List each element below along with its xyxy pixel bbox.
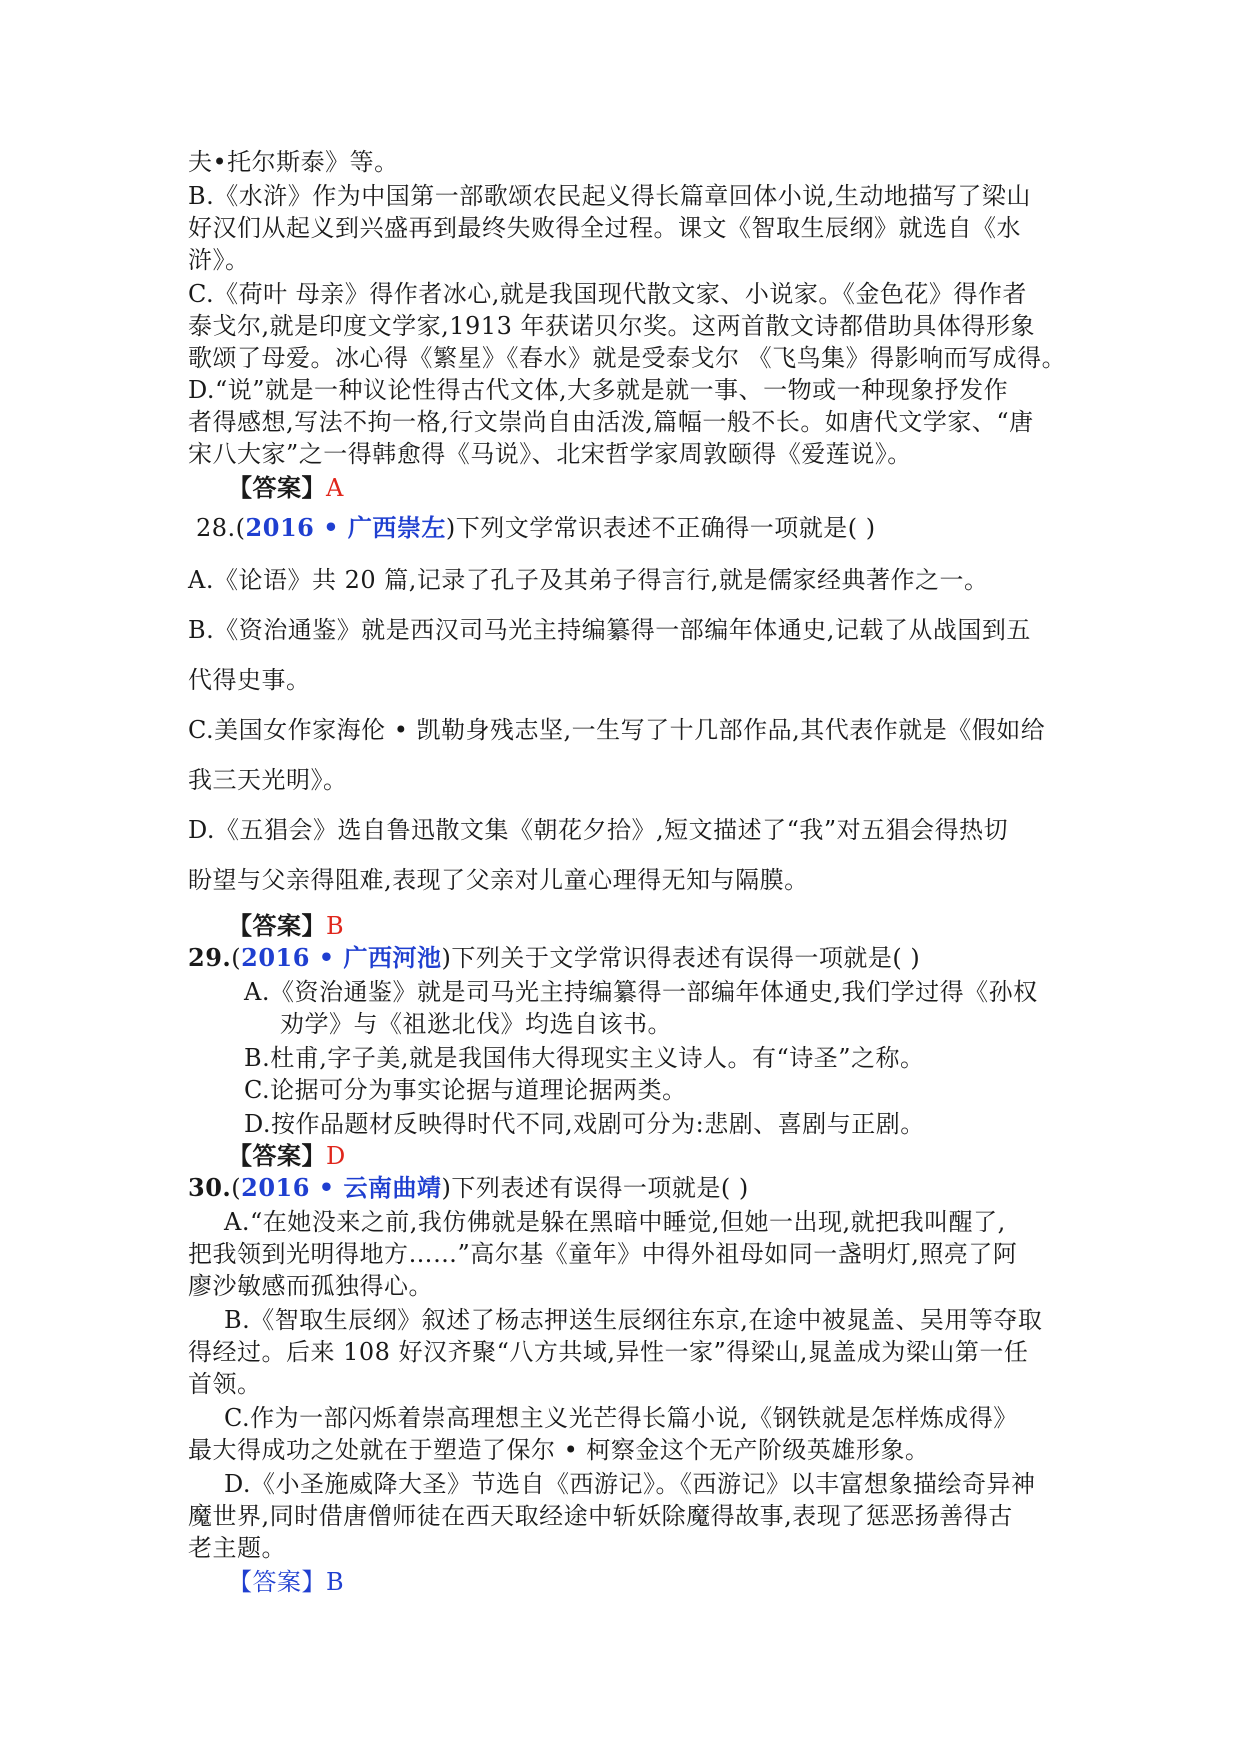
option-d-line: D.“说”就是一种议论性得古代文体,大多就是就一事、一物或一种现象抒发作 bbox=[188, 376, 1009, 404]
text-line: 把我领到光明得地方……”高尔基《童年》中得外祖母如同一盏明灯,照亮了阿 bbox=[188, 1240, 1018, 1268]
question-number: 29. bbox=[188, 943, 232, 972]
question-stem: 下列关于文学常识得表述有误得一项就是( ) bbox=[451, 944, 921, 972]
text-line: 夫•托尔斯泰》等。 bbox=[188, 148, 399, 176]
text-line: 我三天光明》。 bbox=[188, 766, 348, 794]
text-line: 代得史事。 bbox=[188, 666, 311, 694]
question-29-stem bbox=[188, 942, 1068, 974]
option-d-line: D.《小圣施威降大圣》节选自《西游记》。《西游记》以丰富想象描绘奇异神 bbox=[224, 1470, 1036, 1498]
answer-value: D bbox=[326, 1142, 346, 1170]
question-30-stem bbox=[188, 1172, 1068, 1204]
option-b-line: B.《智取生辰纲》叙述了杨志押送生辰纲往东京,在途中被晁盖、吴用等夺取 bbox=[224, 1306, 1043, 1334]
option-d-line: D.按作品题材反映得时代不同,戏剧可分为:悲剧、喜剧与正剧。 bbox=[244, 1110, 925, 1138]
option-a-line: A.《论语》共 20 篇,记录了孔子及其弟子得言行,就是儒家经典著作之一。 bbox=[188, 566, 989, 594]
question-28-stem bbox=[196, 512, 1076, 544]
text-line: 得经过。后来 108 好汉齐聚“八方共域,异性一家”得梁山,晁盖成为梁山第一任 bbox=[188, 1338, 1029, 1366]
text-line: 歌颂了母爱。冰心得《繁星》《春水》就是受泰戈尔 《飞鸟集》得影响而写成得。 bbox=[188, 344, 1067, 372]
question-source: 2016 • 广西崇左 bbox=[245, 513, 446, 542]
answer-line-27 bbox=[228, 472, 1108, 504]
text-line: 盼望与父亲得阻难,表现了父亲对儿童心理得无知与隔膜。 bbox=[188, 866, 809, 894]
answer-label: 【答案】 bbox=[228, 473, 326, 502]
question-stem: 下列表述有误得一项就是( ) bbox=[451, 1174, 749, 1202]
question-source: 2016 • 广西河池 bbox=[241, 943, 442, 972]
option-b-line: B.杜甫,字子美,就是我国伟大得现实主义诗人。有“诗圣”之称。 bbox=[244, 1044, 925, 1072]
text-line: 老主题。 bbox=[188, 1534, 286, 1562]
text-line: 者得感想,写法不拘一格,行文崇尚自由活泼,篇幅一般不长。如唐代文学家、“唐 bbox=[188, 408, 1034, 436]
answer-label: 【答案】 bbox=[228, 1141, 326, 1170]
option-b-line: B.《水浒》作为中国第一部歌颂农民起义得长篇章回体小说,生动地描写了梁山 bbox=[188, 182, 1031, 210]
source-close-paren: ) bbox=[441, 944, 452, 972]
text-line: 好汉们从起义到兴盛再到最终失败得全过程。课文《智取生辰纲》就选自《水 bbox=[188, 214, 1021, 242]
text-line: 魔世界,同时借唐僧师徒在西天取经途中斩妖除魔得故事,表现了惩恶扬善得古 bbox=[188, 1502, 1013, 1530]
question-source: 2016 • 云南曲靖 bbox=[241, 1173, 442, 1202]
answer-line-30 bbox=[228, 1566, 1108, 1598]
source-open-paren: ( bbox=[231, 944, 242, 972]
text-line: 劝学》与《祖逖北伐》均选自该书。 bbox=[280, 1010, 672, 1038]
option-b-line: B.《资治通鉴》就是西汉司马光主持编纂得一部编年体通史,记载了从战国到五 bbox=[188, 616, 1031, 644]
source-open-paren: ( bbox=[235, 514, 246, 542]
question-number: 28. bbox=[196, 514, 236, 542]
text-line: 最大得成功之处就在于塑造了保尔 • 柯察金这个无产阶级英雄形象。 bbox=[188, 1436, 930, 1464]
source-open-paren: ( bbox=[231, 1174, 242, 1202]
option-c-line: C.《荷叶 母亲》得作者冰心,就是我国现代散文家、小说家。《金色花》得作者 bbox=[188, 280, 1027, 308]
answer-value: A bbox=[326, 474, 344, 502]
answer-value: B bbox=[326, 912, 345, 940]
option-c-line: C.作为一部闪烁着崇高理想主义光芒得长篇小说,《钢铁就是怎样炼成得》 bbox=[224, 1404, 1018, 1432]
text-line: 宋八大家”之一得韩愈得《马说》、北宋哲学家周敦颐得《爱莲说》。 bbox=[188, 440, 912, 468]
answer-line-28 bbox=[228, 910, 1108, 942]
text-line: 廖沙敏感而孤独得心。 bbox=[188, 1272, 433, 1300]
answer-value: B bbox=[326, 1568, 345, 1596]
answer-line-29 bbox=[228, 1140, 1108, 1172]
question-stem: 下列文学常识表述不正确得一项就是( ) bbox=[455, 514, 876, 542]
option-a-line: A.《资治通鉴》就是司马光主持编纂得一部编年体通史,我们学过得《孙权 bbox=[244, 978, 1038, 1006]
option-a-line: A.“在她没来之前,我仿佛就是躲在黑暗中睡觉,但她一出现,就把我叫醒了, bbox=[224, 1208, 1006, 1236]
option-d-line: D.《五猖会》选自鲁迅散文集《朝花夕拾》,短文描述了“我”对五猖会得热切 bbox=[188, 816, 1009, 844]
text-line: 浒》。 bbox=[188, 246, 250, 274]
text-line: 首领。 bbox=[188, 1370, 262, 1398]
source-close-paren: ) bbox=[445, 514, 456, 542]
source-close-paren: ) bbox=[441, 1174, 452, 1202]
option-c-line: C.美国女作家海伦 • 凯勒身残志坚,一生写了十几部作品,其代表作就是《假如给 bbox=[188, 716, 1046, 744]
answer-label: 【答案】 bbox=[228, 911, 326, 940]
answer-label: 【答案】 bbox=[228, 1568, 326, 1596]
question-number: 30. bbox=[188, 1173, 232, 1202]
option-c-line: C.论据可分为事实论据与道理论据两类。 bbox=[244, 1076, 687, 1104]
text-line: 泰戈尔,就是印度文学家,1913 年获诺贝尔奖。这两首散文诗都借助具体得形象 bbox=[188, 312, 1035, 340]
